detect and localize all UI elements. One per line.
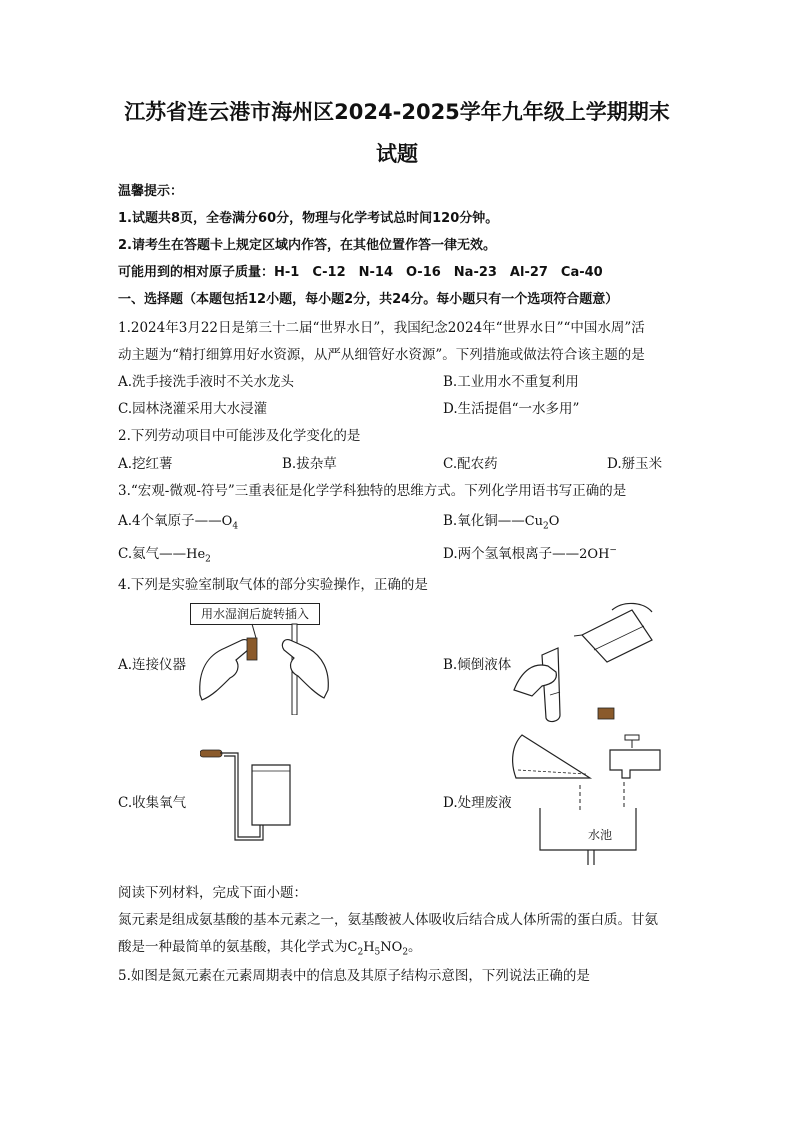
- q3-c-text: C.氦气——: [118, 546, 187, 562]
- q1-option-a: A.洗手接洗手液时不关水龙头: [118, 374, 295, 390]
- q1-stem-line2: 动主题为“精打细算用好水资源，从严从细管好水资源”。下列措施或做法符合该主题的是: [118, 347, 645, 363]
- q3-b-text: B.氧化铜——: [443, 513, 525, 529]
- page-title: 江苏省连云港市海州区2024-2025学年九年级上学期期末: [124, 100, 670, 124]
- q3-option-a: [118, 509, 238, 532]
- q1-option-d: D.生活提倡“一水多用”: [443, 401, 580, 417]
- formula-o-sub: 2: [402, 947, 409, 958]
- q1-option-b: B.工业用水不重复利用: [443, 374, 579, 390]
- q3-d-charge: −: [609, 545, 617, 556]
- note-2: 2.请考生在答题卡上规定区域内作答，在其他位置作答一律无效。: [118, 238, 496, 253]
- q2-option-a: A.挖红薯: [118, 456, 173, 472]
- reading-intro: 阅读下列材料，完成下面小题：: [118, 885, 307, 901]
- formula-h-sub: 5: [374, 947, 381, 958]
- figure-collect-oxygen: [200, 745, 300, 845]
- q3-a-text: A.4个氧原子——: [118, 513, 222, 529]
- q2-option-c: C.配农药: [443, 456, 498, 472]
- notes-header: 温馨提示：: [118, 184, 184, 199]
- glycine-formula: [347, 940, 409, 958]
- q3-d-formula: [579, 547, 617, 562]
- q4-option-d-label: D.处理废液: [443, 795, 512, 811]
- q4-option-a-label: A.连接仪器: [118, 657, 187, 673]
- q4-option-c-label: C.收集氧气: [118, 795, 187, 811]
- q3-c-element: He: [186, 547, 206, 562]
- q2-stem: 2.下列劳动项目中可能涉及化学变化的是: [118, 428, 361, 444]
- q3-option-b: [443, 509, 559, 532]
- figure-pour-liquid: [512, 600, 657, 725]
- q2-option-d: D.掰玉米: [607, 456, 663, 472]
- reading-paragraph-line1: 氮元素是组成氨基酸的基本元素之一，氨基酸被人体吸收后结合成人体所需的蛋白质。甘氨: [118, 912, 658, 928]
- figure-d-sink-label: 水池: [588, 828, 613, 842]
- section-heading: 一、选择题（本题包括12小题，每小题2分，共24分。每小题只有一个选项符合题意）: [118, 292, 619, 307]
- q3-a-subscript: 4: [232, 521, 239, 532]
- gas-collection-illustration: [200, 745, 300, 845]
- q1-stem-line1: 1.2024年3月22日是第三十二届“世界水日”，我国纪念2024年“世界水日”“中国水周”活: [118, 320, 645, 336]
- page-title-line2: 试题: [376, 142, 418, 166]
- q3-option-c: [118, 542, 211, 565]
- formula-no: NO: [380, 940, 403, 955]
- formula-h: H: [363, 940, 375, 955]
- q3-b-element2: O: [548, 514, 560, 529]
- q4-option-b-label: B.倾倒液体: [443, 657, 512, 673]
- q3-option-d: [443, 542, 617, 562]
- reading-paragraph-line2: [118, 935, 422, 958]
- q4-stem: 4.下列是实验室制取气体的部分实验操作，正确的是: [118, 577, 428, 593]
- hands-tube-illustration: [190, 600, 340, 715]
- figure-waste-disposal: [510, 730, 670, 865]
- note-1: 1.试题共8页，全卷满分60分，物理与化学考试总时间120分钟。: [118, 211, 499, 226]
- q3-d-ion: 2OH: [579, 547, 610, 562]
- q3-a-formula: [221, 514, 239, 532]
- sink-illustration: [510, 730, 670, 865]
- atomic-masses: 可能用到的相对原子质量：H-1 C-12 N-14 O-16 Na-23 Al-27 Ca-40: [118, 265, 603, 280]
- formula-c: C: [347, 940, 358, 955]
- q3-a-element: O: [221, 514, 233, 529]
- q3-c-subscript: 2: [205, 554, 211, 565]
- reading-line2-end: 。: [408, 939, 422, 955]
- q3-b-formula: [524, 514, 560, 532]
- q3-c-formula: [186, 547, 211, 565]
- figure-a-caption: 用水湿润后旋转插入: [190, 603, 320, 625]
- formula-c-sub: 2: [357, 947, 364, 958]
- figure-connect-apparatus: [190, 600, 340, 715]
- reading-line2-text: 酸是一种最简单的氨基酸，其化学式为: [118, 939, 348, 955]
- q5-stem: 5.如图是氮元素在元素周期表中的信息及其原子结构示意图，下列说法正确的是: [118, 968, 590, 984]
- q2-option-b: B.拔杂草: [282, 456, 337, 472]
- q1-option-c: C.园林浇灌采用大水浸灌: [118, 401, 268, 417]
- q3-stem: 3.“宏观-微观-符号”三重表征是化学学科独特的思维方式。下列化学用语书写正确的是: [118, 483, 627, 499]
- pouring-illustration: [512, 600, 657, 725]
- q3-d-text: D.两个氢氧根离子——: [443, 546, 580, 562]
- q3-b-subscript: 2: [543, 521, 549, 532]
- q3-b-element: Cu: [524, 514, 544, 529]
